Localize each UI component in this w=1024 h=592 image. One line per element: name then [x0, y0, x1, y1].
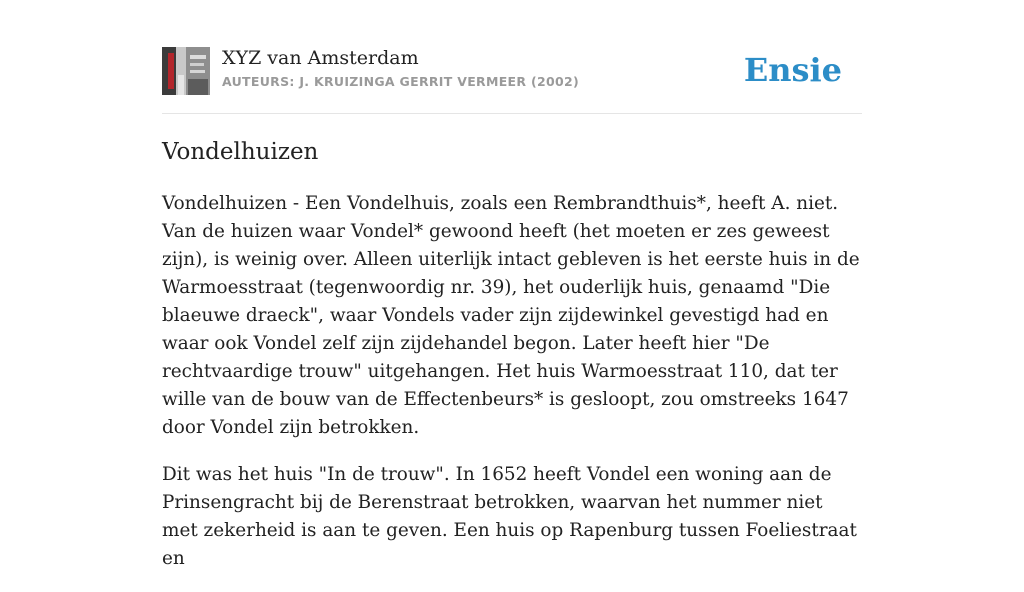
content-container — [162, 0, 862, 569]
book-authors: AUTEURS: J. KRUIZINGA GERRIT VERMEER (2002) — [222, 74, 579, 89]
entry-paragraph: Dit was het huis "In de trouw". In 1652 heeft Vondel een woning aan de Prinsengracht bij de Berenstraat betrokken, waarvan het nummer niet met zekerheid is aan te geven. Een huis op Rapenburg tussen Foeliestraat en — [162, 464, 857, 569]
book-cover-avatar[interactable] — [162, 47, 210, 95]
entry-title: Vondelhuizen — [162, 139, 319, 165]
entry-body — [162, 190, 862, 592]
book-cover-image — [162, 47, 210, 95]
entry-paragraph: Vondelhuizen - Een Vondelhuis, zoals een Rembrandthuis*, heeft A. niet. Van de huizen waar Vondel* gewoond heeft (het moeten er zes geweest zijn), is weinig over. Alleen uiterlijk intact gebleven is het eerste huis in de Warmoesstraat (tegenwoordig nr. 39), het ouderlijk huis, genaamd "Die blaeuwe draeck", waar Vondels vader zijn zijdewinkel gevestigd had en waar ook Vondel zelf zijn zijdehandel begon. Later heeft hier "De rechtvaardige trouw" uitgehangen. Het huis Warmoesstraat 110, dat ter wille van de bouw van de Effectenbeurs* is gesloopt, zou omstreeks 1647 door Vondel zijn betrokken. — [162, 193, 860, 438]
book-title[interactable]: XYZ van Amsterdam — [222, 47, 419, 69]
header — [162, 0, 862, 114]
ensie-logo[interactable]: Ensie — [743, 51, 842, 89]
